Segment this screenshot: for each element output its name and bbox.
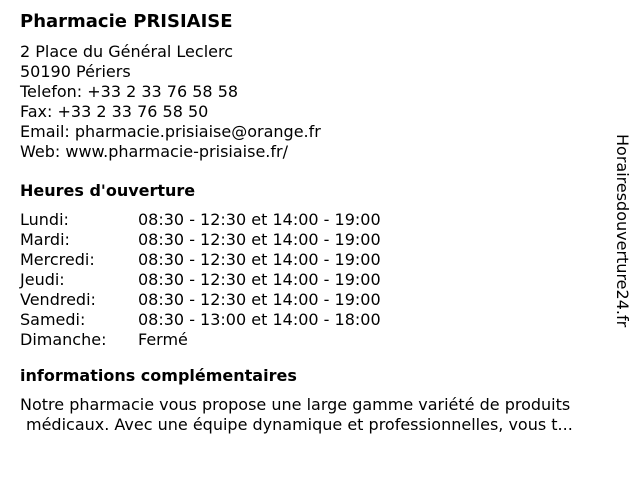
day-label: Mardi: xyxy=(20,230,70,249)
hours-row-monday xyxy=(20,210,381,230)
web-link[interactable]: www.pharmacie-prisiaise.fr/ xyxy=(65,142,288,161)
email-link[interactable]: pharmacie.prisiaise@orange.fr xyxy=(74,122,321,141)
day-hours: 08:30 - 13:00 et 14:00 - 18:00 xyxy=(138,310,381,329)
description-line-1: Notre pharmacie vous propose une large gamme variété de produits xyxy=(20,395,571,414)
address-line-2: 50190 Périers xyxy=(20,62,131,81)
pharmacy-name: Pharmacie PRISIAISE xyxy=(20,11,233,32)
day-hours: 08:30 - 12:30 et 14:00 - 19:00 xyxy=(138,230,381,249)
extra-info-text xyxy=(20,395,620,435)
day-hours: Fermé xyxy=(138,330,188,349)
phone-value[interactable]: +33 2 33 76 58 58 xyxy=(87,82,239,101)
day-hours: 08:30 - 12:30 et 14:00 - 19:00 xyxy=(138,250,381,269)
address-line-1: 2 Place du Général Leclerc xyxy=(20,42,233,61)
day-label: Mercredi: xyxy=(20,250,95,269)
fax-value: +33 2 33 76 58 50 xyxy=(57,102,209,121)
extra-info-heading: informations complémentaires xyxy=(20,366,297,385)
day-label: Lundi: xyxy=(20,210,69,229)
fax-row xyxy=(20,102,620,122)
hours-row-wednesday xyxy=(20,250,381,270)
hours-heading: Heures d'ouverture xyxy=(20,181,196,200)
day-hours: 08:30 - 12:30 et 14:00 - 19:00 xyxy=(138,290,381,309)
web-label: Web: xyxy=(20,142,61,161)
description-line-2: médicaux. Avec une équipe dynamique et professionnelles, vous t... xyxy=(26,415,573,434)
hours-row-thursday xyxy=(20,270,381,290)
phone-row xyxy=(20,82,620,102)
hours-row-saturday xyxy=(20,310,381,330)
pharmacy-card xyxy=(20,10,620,435)
day-hours: 08:30 - 12:30 et 14:00 - 19:00 xyxy=(138,270,381,289)
day-label: Vendredi: xyxy=(20,290,96,309)
email-row xyxy=(20,122,620,142)
fax-label: Fax: xyxy=(20,102,53,121)
day-hours: 08:30 - 12:30 et 14:00 - 19:00 xyxy=(138,210,381,229)
site-watermark: Horairesdouverture24.fr xyxy=(613,134,632,328)
hours-row-sunday xyxy=(20,330,381,350)
day-label: Jeudi: xyxy=(20,270,65,289)
day-label: Samedi: xyxy=(20,310,86,329)
web-row xyxy=(20,142,620,162)
phone-label: Telefon: xyxy=(20,82,83,101)
hours-table xyxy=(20,210,381,350)
email-label: Email: xyxy=(20,122,70,141)
hours-row-friday xyxy=(20,290,381,310)
hours-row-tuesday xyxy=(20,230,381,250)
day-label: Dimanche: xyxy=(20,330,107,349)
